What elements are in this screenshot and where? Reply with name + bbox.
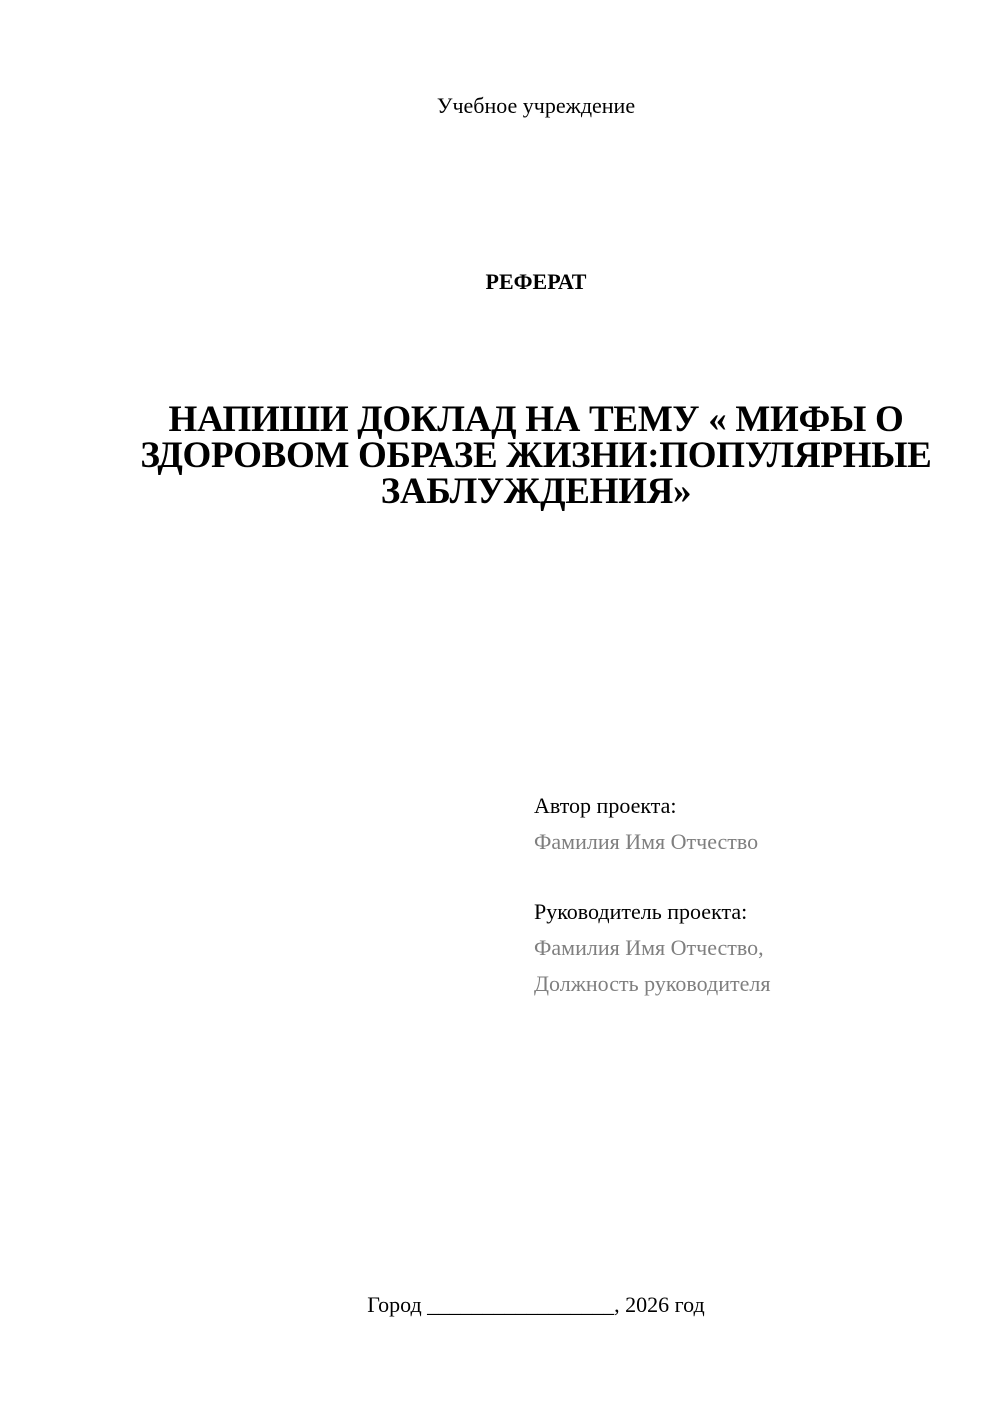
author-name: Фамилия Имя Отчество — [534, 829, 759, 854]
credits-block — [534, 788, 974, 1002]
document-type: РЕФЕРАТ — [485, 269, 587, 294]
city-year-line: Город _________________, 2026 год — [367, 1292, 705, 1317]
institution-name: Учебное учреждение — [436, 93, 636, 118]
supervisor-name: Фамилия Имя Отчество, — [534, 935, 764, 960]
document-topic: НАПИШИ ДОКЛАД НА ТЕМУ « МИФЫ О ЗДОРОВОМ ОБРАЗЕ ЖИЗНИ:ПОПУЛЯРНЫЕ ЗАБЛУЖДЕНИЯ» — [140, 399, 932, 512]
author-label: Автор проекта: — [534, 793, 677, 818]
supervisor-position: Должность руководителя — [534, 971, 771, 996]
credits-spacer — [534, 860, 974, 894]
supervisor-label: Руководитель проекта: — [534, 899, 748, 924]
